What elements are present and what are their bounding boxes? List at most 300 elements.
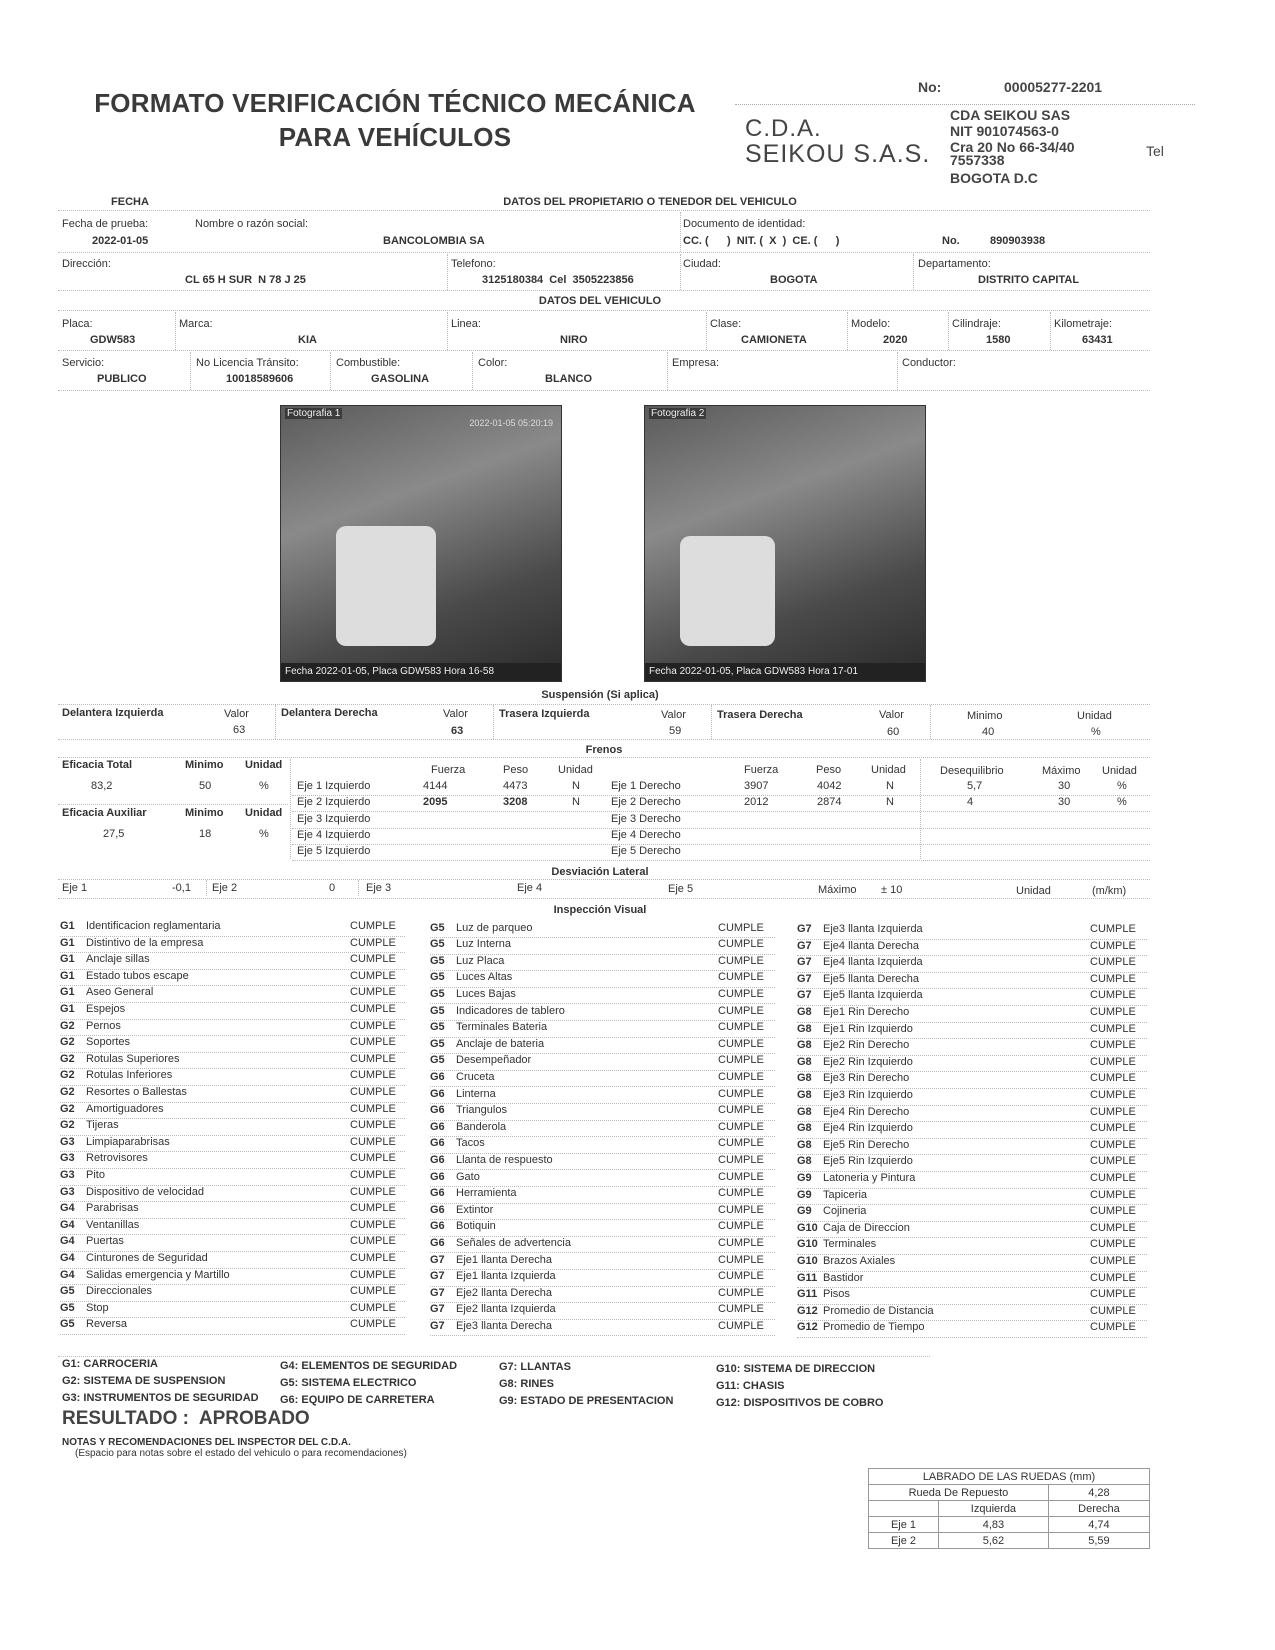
suspension-minimo: 40 — [982, 726, 995, 738]
item-name: Eje2 Rin Izquierdo — [823, 1055, 913, 1068]
item-status: CUMPLE — [1090, 923, 1136, 935]
group-code: G4 — [60, 1268, 75, 1281]
group-code: G7 — [430, 1270, 445, 1283]
maximo-label: Máximo — [1042, 765, 1081, 777]
inspection-item — [60, 1020, 405, 1037]
group-code: G7 — [430, 1286, 445, 1299]
group-code: G11 — [797, 1271, 818, 1284]
legend-item: G3: INSTRUMENTOS DE SEGURIDAD — [62, 1392, 259, 1404]
group-code: G6 — [430, 1153, 445, 1166]
inspection-item — [430, 1005, 775, 1022]
company-phone: 7557338 — [950, 152, 1005, 168]
item-status: CUMPLE — [718, 1004, 764, 1017]
item-status: CUMPLE — [350, 1102, 396, 1115]
inspection-item — [797, 1222, 1147, 1239]
eficacia-aux-min: 18 — [199, 828, 212, 840]
conductor-label: Conductor: — [902, 357, 956, 369]
item-name: Caja de Direccion — [823, 1221, 910, 1234]
del-izq-label: Delantera Izquierda — [62, 707, 164, 719]
item-status: CUMPLE — [350, 1285, 396, 1298]
spare-label: Rueda De Repuesto — [869, 1485, 1049, 1501]
legend-item: G1: CARROCERIA — [62, 1358, 158, 1370]
group-code: G6 — [430, 1187, 445, 1200]
divider — [292, 860, 1150, 861]
group-code: G9 — [797, 1172, 812, 1184]
group-code: G9 — [797, 1205, 812, 1218]
item-name: Eje5 Rin Derecho — [823, 1138, 910, 1151]
divider — [897, 352, 898, 390]
brake-der-fuerza: 3907 — [744, 780, 769, 792]
company-city: BOGOTA D.C — [950, 170, 1038, 186]
inspection-item — [60, 1169, 405, 1186]
item-name: Botiquin — [456, 1220, 496, 1233]
marca-value: KIA — [298, 334, 317, 346]
item-name: Eje1 llanta Derecha — [456, 1253, 553, 1266]
group-code: G7 — [430, 1253, 445, 1266]
inspection-item — [430, 1287, 775, 1304]
fuerza-label: Fuerza — [431, 764, 466, 776]
item-name: Eje2 llanta Derecha — [456, 1286, 553, 1299]
brake-izq-peso: 4473 — [503, 780, 528, 792]
inspection-item — [430, 1054, 775, 1071]
inspection-item — [797, 923, 1147, 940]
inspection-item — [60, 1186, 405, 1203]
item-status: CUMPLE — [718, 1070, 764, 1083]
item-name: Pisos — [823, 1288, 850, 1301]
telefono-label: Telefono: — [451, 258, 496, 270]
group-code: G3 — [60, 1135, 75, 1148]
inspection-item — [430, 1154, 775, 1171]
group-code: G1 — [60, 969, 75, 982]
item-name: Cojineria — [823, 1205, 867, 1218]
inspection-item — [797, 1189, 1147, 1206]
brake-der-peso: 4042 — [817, 780, 842, 792]
inspection-item — [60, 920, 405, 937]
divider — [292, 811, 1150, 812]
divider — [275, 705, 276, 739]
servicio-label: Servicio: — [62, 357, 105, 369]
desequilibrio-label: Desequilibrio — [940, 765, 1004, 777]
divider — [913, 254, 914, 290]
item-status: CUMPLE — [718, 1303, 764, 1316]
brake-der-unit: N — [886, 780, 894, 792]
inspection-item — [797, 1072, 1147, 1089]
unidad-label: Unidad — [871, 764, 906, 776]
inspection-item — [797, 989, 1147, 1006]
item-status: CUMPLE — [718, 938, 764, 951]
brake-der-label: Eje 2 Derecho — [611, 796, 681, 809]
eficacia-total-value: 83,2 — [91, 780, 113, 792]
item-name: Anclaje de bateria — [456, 1037, 545, 1050]
divider — [58, 252, 1150, 253]
item-name: Ventanillas — [86, 1218, 140, 1231]
inspection-item — [430, 988, 775, 1005]
legend-item: G2: SISTEMA DE SUSPENSION — [62, 1375, 226, 1387]
item-name: Estado tubos escape — [86, 969, 189, 982]
inspection-item — [797, 1321, 1147, 1338]
item-status: CUMPLE — [350, 1235, 396, 1248]
group-code: G6 — [430, 1170, 445, 1183]
item-name: Eje1 Rin Izquierdo — [823, 1022, 913, 1035]
group-code: G8 — [797, 1155, 812, 1168]
group-code: G5 — [430, 938, 445, 951]
item-name: Eje3 llanta Izquierda — [823, 923, 923, 935]
item-name: Pito — [86, 1169, 105, 1181]
group-code: G12 — [797, 1321, 818, 1334]
item-name: Identificacion reglamentaria — [86, 920, 221, 932]
group-code: G7 — [430, 1303, 445, 1316]
eje1-label: Eje 1 — [62, 882, 88, 894]
inspection-item — [797, 1122, 1147, 1139]
group-code: G2 — [60, 1119, 75, 1132]
inspection-item — [430, 971, 775, 988]
item-name: Terminales Bateria — [456, 1021, 548, 1034]
tire-row — [869, 1517, 1150, 1533]
inspection-item — [430, 1137, 775, 1154]
inspection-item — [430, 1071, 775, 1088]
brake-der-label: Eje 3 Derecho — [611, 812, 681, 825]
servicio-value: PUBLICO — [97, 373, 147, 385]
item-name: Tijeras — [86, 1119, 119, 1132]
item-status: CUMPLE — [350, 953, 396, 966]
group-code: G10 — [797, 1255, 818, 1267]
brake-izq-label: Eje 2 Izquierdo — [297, 796, 371, 809]
inspection-item — [797, 1172, 1147, 1189]
item-name: Eje2 Rin Derecho — [823, 1039, 910, 1052]
group-code: G5 — [430, 1054, 445, 1067]
divider — [58, 757, 1150, 758]
item-status: CUMPLE — [1090, 1271, 1136, 1284]
group-code: G5 — [430, 921, 445, 934]
inspection-item — [797, 973, 1147, 990]
group-code: G4 — [60, 1252, 75, 1264]
divider — [58, 739, 1150, 740]
group-code: G1 — [60, 1003, 75, 1015]
brake-desequilibrio: 5,7 — [967, 780, 983, 792]
inspection-item — [797, 1255, 1147, 1272]
item-name: Tacos — [456, 1137, 485, 1150]
divider — [472, 352, 473, 390]
group-code: G4 — [60, 1218, 75, 1231]
item-name: Aseo General — [86, 986, 154, 999]
item-name: Pernos — [86, 1019, 121, 1032]
item-status: CUMPLE — [718, 971, 764, 984]
item-name: Eje5 llanta Izquierda — [823, 989, 923, 1002]
item-status: CUMPLE — [350, 936, 396, 949]
item-status: CUMPLE — [350, 1218, 396, 1231]
fuerza-label: Fuerza — [744, 764, 779, 776]
inspection-item — [797, 1106, 1147, 1123]
group-code: G8 — [797, 1006, 812, 1018]
item-name: Eje4 llanta Izquierda — [823, 956, 923, 969]
item-status: CUMPLE — [718, 1220, 764, 1233]
inspection-item — [430, 938, 775, 955]
placa-label: Placa: — [62, 318, 93, 330]
photo-label: Fotografia 2 — [651, 408, 705, 419]
divider — [292, 844, 1150, 845]
brake-izq-peso: 3208 — [503, 796, 528, 809]
documento-types: CC. ( ) NIT. ( X ) CE. ( ) — [683, 235, 840, 247]
tire-izq: 4,83 — [939, 1517, 1049, 1533]
item-status: CUMPLE — [1090, 1055, 1136, 1068]
item-status: CUMPLE — [718, 1021, 764, 1034]
divider — [58, 290, 1150, 291]
divider — [58, 1356, 930, 1357]
item-status: CUMPLE — [1090, 1089, 1136, 1101]
group-code: G7 — [430, 1319, 445, 1332]
tire-der: 4,74 — [1048, 1517, 1149, 1533]
group-code: G8 — [797, 1055, 812, 1068]
direccion-label: Dirección: — [62, 258, 111, 270]
ciudad-label: Ciudad: — [683, 258, 721, 270]
item-status: CUMPLE — [718, 1137, 764, 1150]
licencia-value: 10018589606 — [226, 373, 294, 385]
inspection-item — [797, 956, 1147, 973]
eficacia-total-min: 50 — [199, 780, 212, 792]
item-name: Espejos — [86, 1003, 126, 1015]
cilindraje-label: Cilindraje: — [952, 318, 1001, 330]
inspection-item — [797, 1155, 1147, 1172]
fecha-prueba-label: Fecha de prueba: — [62, 218, 149, 230]
group-code: G7 — [797, 956, 812, 969]
item-status: CUMPLE — [1090, 1321, 1136, 1334]
item-status: CUMPLE — [350, 1152, 396, 1165]
item-name: Eje2 llanta Izquierda — [456, 1303, 556, 1316]
divider — [58, 350, 1150, 351]
group-code: G2 — [60, 1069, 75, 1082]
tire-izq: 5,62 — [939, 1533, 1049, 1549]
item-name: Herramienta — [456, 1187, 517, 1200]
group-code: G5 — [430, 987, 445, 1000]
fecha-prueba-value: 2022-01-05 — [92, 235, 149, 247]
group-code: G8 — [797, 1105, 812, 1118]
inspection-item — [797, 1039, 1147, 1056]
inspection-item — [60, 1103, 405, 1120]
eficacia-total-unit: % — [259, 780, 269, 792]
inspeccion-title: Inspección Visual — [553, 904, 647, 916]
brake-izq-label: Eje 4 Izquierdo — [297, 828, 371, 841]
placa-value: GDW583 — [90, 334, 136, 346]
inspection-item — [430, 1021, 775, 1038]
item-status: CUMPLE — [1090, 1155, 1136, 1168]
inspection-item — [60, 1285, 405, 1302]
divider — [706, 312, 707, 350]
tras-der-label: Trasera Derecha — [717, 709, 803, 721]
item-name: Señales de advertencia — [456, 1236, 571, 1249]
item-status: CUMPLE — [1090, 1022, 1136, 1035]
item-status: CUMPLE — [350, 1003, 396, 1015]
item-name: Triangulos — [456, 1104, 507, 1117]
divider — [292, 795, 1150, 796]
inspection-item — [60, 1119, 405, 1136]
brake-izq-label: Eje 5 Izquierdo — [297, 845, 371, 858]
divider — [58, 898, 1150, 899]
item-status: CUMPLE — [1090, 1072, 1136, 1085]
item-name: Eje4 Rin Izquierdo — [823, 1122, 913, 1135]
minimo-label: Minimo — [967, 710, 1003, 722]
item-status: CUMPLE — [1090, 1255, 1136, 1267]
item-status: CUMPLE — [718, 1187, 764, 1200]
inspection-item — [430, 1270, 775, 1287]
brake-der-label: Eje 1 Derecho — [611, 780, 681, 792]
inspection-item — [60, 1053, 405, 1070]
inspection-item — [60, 986, 405, 1003]
document-number: 00005277-2201 — [1004, 79, 1103, 95]
unidad-label: Unidad — [245, 807, 283, 819]
group-code: G5 — [430, 1037, 445, 1050]
company-nit: NIT 901074563-0 — [950, 123, 1059, 139]
group-code: G7 — [797, 989, 812, 1002]
inspection-item — [797, 1305, 1147, 1322]
linea-label: Linea: — [451, 318, 481, 330]
divider — [680, 254, 681, 290]
nombre-label: Nombre o razón social: — [195, 218, 309, 230]
item-name: Limpiaparabrisas — [86, 1135, 170, 1148]
document-title — [70, 86, 720, 154]
del-der-value: 63 — [451, 725, 464, 737]
inspection-item — [797, 1056, 1147, 1073]
valor-label: Valor — [443, 708, 468, 720]
inspection-item — [797, 1272, 1147, 1289]
group-code: G7 — [797, 939, 812, 952]
group-code: G3 — [60, 1185, 75, 1198]
divider — [667, 352, 668, 390]
group-code: G2 — [60, 1036, 75, 1049]
del-der-label: Delantera Derecha — [281, 707, 378, 719]
item-status: CUMPLE — [718, 1170, 764, 1183]
group-code: G5 — [430, 1004, 445, 1017]
tel-label: Tel — [1146, 143, 1164, 159]
brake-izq-label: Eje 3 Izquierdo — [297, 812, 371, 825]
item-name: Luz de parqueo — [456, 921, 533, 934]
inspection-item — [797, 1205, 1147, 1222]
spare-value: 4,28 — [1048, 1485, 1149, 1501]
item-name: Eje4 llanta Derecha — [823, 939, 920, 952]
maximo-label: Máximo — [818, 884, 857, 896]
photo-caption: Fecha 2022-01-05, Placa GDW583 Hora 16-58 — [281, 663, 561, 681]
item-name: Puertas — [86, 1235, 124, 1248]
inspection-item — [430, 955, 775, 972]
inspection-item — [430, 922, 775, 939]
marca-label: Marca: — [179, 318, 213, 330]
item-name: Distintivo de la empresa — [86, 936, 204, 949]
group-code: G6 — [430, 1220, 445, 1233]
group-code: G7 — [797, 923, 812, 935]
item-status: CUMPLE — [718, 1253, 764, 1266]
group-code: G5 — [430, 971, 445, 984]
group-code: G7 — [797, 972, 812, 985]
inspection-item — [60, 1269, 405, 1286]
legend-item: G7: LLANTAS — [499, 1361, 571, 1373]
divider — [1050, 312, 1051, 350]
inspection-item — [797, 1288, 1147, 1305]
item-name: Bastidor — [823, 1271, 864, 1284]
eficacia-aux-value: 27,5 — [103, 828, 125, 840]
group-code: G1 — [60, 986, 75, 999]
legend-item: G6: EQUIPO DE CARRETERA — [280, 1393, 435, 1406]
inspection-item — [60, 1235, 405, 1252]
item-status: CUMPLE — [718, 1203, 764, 1216]
photo-timestamp: 2022-01-05 05:20:19 — [469, 418, 553, 428]
item-name: Eje3 Rin Izquierdo — [823, 1089, 913, 1101]
tire-tread-table — [868, 1468, 1150, 1549]
brake-unidad: % — [1117, 796, 1127, 809]
inspection-item — [60, 1036, 405, 1053]
inspection-item — [60, 1302, 405, 1319]
documento-no-value: 890903938 — [990, 235, 1046, 247]
item-name: Eje5 Rin Izquierdo — [823, 1155, 913, 1168]
item-status: CUMPLE — [350, 1169, 396, 1181]
eje2-label: Eje 2 — [212, 882, 238, 894]
divider — [358, 880, 359, 896]
group-code: G6 — [430, 1070, 445, 1083]
legend-item: G12: DISPOSITIVOS DE COBRO — [716, 1396, 884, 1409]
item-name: Eje5 llanta Derecha — [823, 972, 920, 985]
item-name: Dispositivo de velocidad — [86, 1185, 205, 1198]
item-status: CUMPLE — [1090, 1006, 1136, 1018]
group-code: G2 — [60, 1019, 75, 1032]
item-name: Resortes o Ballestas — [86, 1086, 187, 1098]
item-status: CUMPLE — [718, 1120, 764, 1133]
item-status: CUMPLE — [1090, 1138, 1136, 1151]
der-header: Derecha — [1048, 1501, 1149, 1517]
group-code: G10 — [797, 1221, 818, 1234]
item-name: Reversa — [86, 1318, 127, 1331]
fecha-section-title: FECHA — [111, 196, 149, 208]
tire-axle: Eje 2 — [869, 1533, 939, 1549]
inspection-item — [797, 1089, 1147, 1106]
item-name: Banderola — [456, 1120, 507, 1133]
item-name: Rotulas Inferiores — [86, 1069, 173, 1082]
inspection-item — [430, 1204, 775, 1221]
clase-value: CAMIONETA — [741, 334, 807, 346]
divider — [493, 705, 494, 739]
group-code: G6 — [430, 1120, 445, 1133]
eficacia-aux-label: Eficacia Auxiliar — [62, 807, 147, 819]
group-code: G3 — [60, 1152, 75, 1165]
title-line-1: FORMATO VERIFICACIÓN TÉCNICO MECÁNICA — [94, 88, 696, 118]
item-status: CUMPLE — [350, 1135, 396, 1148]
modelo-value: 2020 — [883, 334, 908, 346]
item-name: Promedio de Tiempo — [823, 1321, 925, 1334]
licencia-label: No Licencia Tránsito: — [196, 357, 299, 369]
group-code: G5 — [60, 1285, 75, 1298]
group-code: G8 — [797, 1138, 812, 1151]
inspection-item — [797, 1238, 1147, 1255]
direccion-value: CL 65 H SUR N 78 J 25 — [185, 274, 306, 286]
frenos-title: Frenos — [585, 744, 623, 756]
item-status: CUMPLE — [718, 987, 764, 1000]
inspection-item — [60, 1152, 405, 1169]
logo-text-cda: C.D.A. — [745, 115, 822, 142]
divider — [58, 310, 1150, 311]
item-status: CUMPLE — [718, 1270, 764, 1283]
photo-caption: Fecha 2022-01-05, Placa GDW583 Hora 17-01 — [645, 663, 925, 681]
brake-izq-label: Eje 1 Izquierdo — [297, 780, 371, 792]
inspection-item — [60, 1069, 405, 1086]
group-code: G6 — [430, 1203, 445, 1216]
owner-section-title: DATOS DEL PROPIETARIO O TENEDOR DEL VEHICULO — [503, 196, 797, 208]
item-status: CUMPLE — [350, 1252, 396, 1264]
brake-der-peso: 2874 — [817, 796, 842, 809]
item-status: CUMPLE — [718, 1236, 764, 1249]
legend-item: G9: ESTADO DE PRESENTACION — [499, 1395, 674, 1407]
item-name: Salidas emergencia y Martillo — [86, 1268, 230, 1281]
empty-cell — [869, 1501, 939, 1517]
inspection-item — [430, 1121, 775, 1138]
item-name: Eje4 Rin Derecho — [823, 1105, 910, 1118]
vehicle-shape — [680, 536, 775, 646]
